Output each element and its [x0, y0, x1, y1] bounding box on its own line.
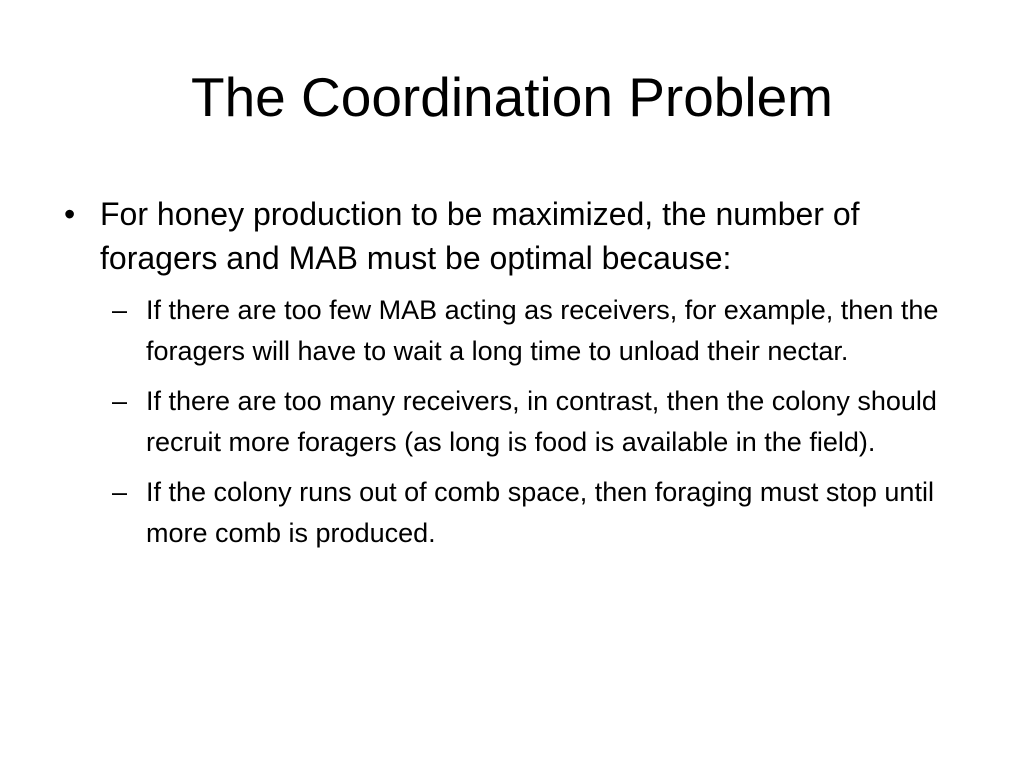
bullet-text: For honey production to be maximized, the number of foragers and MAB must be optimal because: [100, 196, 860, 276]
slide-title: The Coordination Problem [190, 66, 833, 128]
sub-bullet-item [60, 381, 970, 463]
dash-marker: – [112, 477, 128, 507]
bullet-marker: • [64, 196, 76, 232]
sub-bullet-item [60, 290, 970, 372]
sub-bullet-item [60, 472, 970, 554]
dash-marker: – [112, 386, 128, 416]
sub-bullet-list [60, 290, 970, 554]
slide-body [60, 192, 970, 563]
sub-bullet-text: If there are too many receivers, in contrast, then the colony should recruit more foragers (as long is food is available in the field). [146, 386, 937, 457]
sub-bullet-text: If the colony runs out of comb space, then foraging must stop until more comb is produced. [146, 477, 934, 548]
sub-bullet-text: If there are too few MAB acting as receivers, for example, then the foragers will have to wait a long time to unload their nectar. [146, 295, 939, 366]
dash-marker: – [112, 295, 128, 325]
bullet-item [60, 192, 970, 280]
